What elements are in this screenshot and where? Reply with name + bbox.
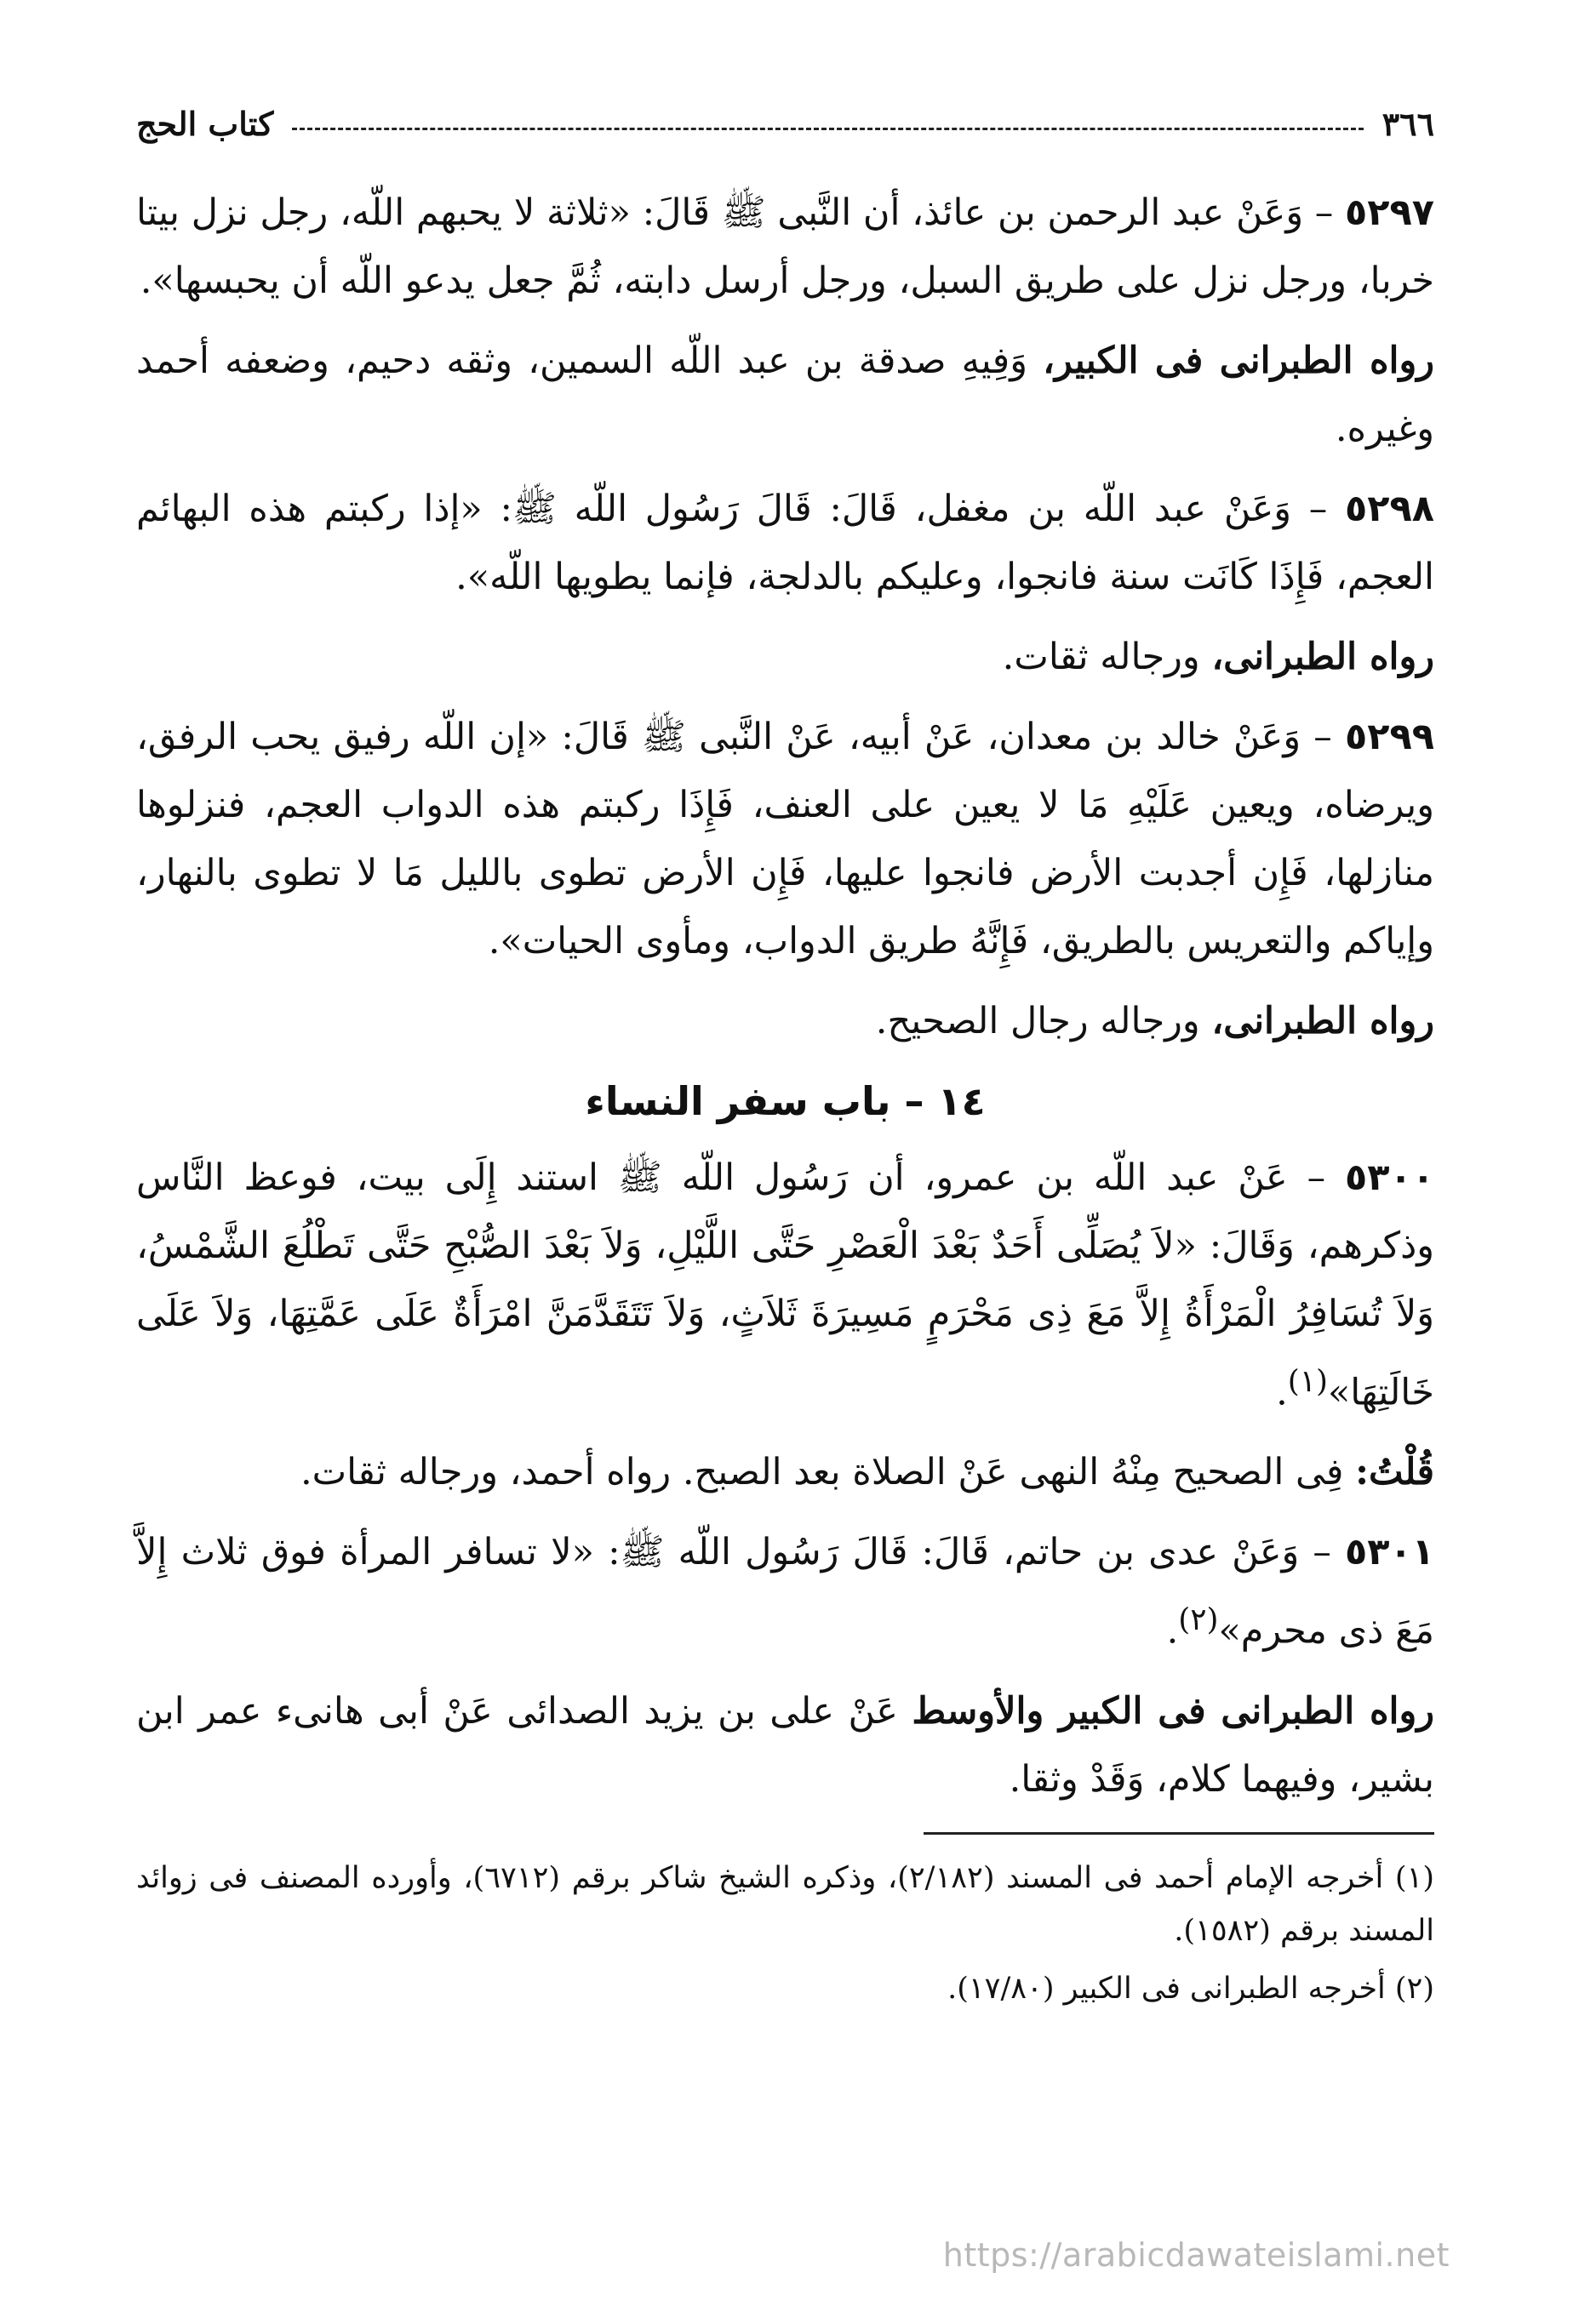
narration-label: رواه الطبرانى، — [1211, 636, 1434, 678]
footnote-ref: (١) — [1287, 1364, 1328, 1399]
narration-text: وَفِيهِ صدقة بن عبد اللّه السمين، وثقه دحيم، وضعفه أحمد وغيره. — [136, 340, 1434, 450]
hadith-number: ٥٣٠٠ — [1345, 1156, 1434, 1199]
hadith-number: ٥٢٩٧ — [1345, 191, 1434, 234]
footnote-1: (١) أخرجه الإمام أحمد فى المسند (٢/١٨٢)، وذكره الشيخ شاكر برقم (٦٧١٢)، وأورده المصنف فى زوائد المسند برقم (١٥٨٢). — [136, 1860, 1434, 1948]
narration-label: رواه الطبرانى فى الكبير، — [1043, 340, 1434, 382]
narration-label: رواه الطبرانى فى الكبير والأوسط — [912, 1689, 1434, 1733]
narration-text: ورجاله ثقات. — [1002, 636, 1200, 678]
narration-note — [136, 623, 1434, 691]
hadith-number: ٥٢٩٩ — [1345, 716, 1434, 758]
header-dashed-rule — [292, 128, 1363, 130]
footnote-2: (٢) أخرجه الطبرانى فى الكبير (١٧/٨٠). — [947, 1971, 1434, 2006]
narration-text: ورجاله رجال الصحيح. — [875, 1000, 1200, 1042]
narration-note — [136, 1677, 1434, 1813]
hadith-number: ٥٢٩٨ — [1345, 488, 1434, 530]
narration-label: رواه الطبرانى، — [1211, 1000, 1434, 1042]
hadith-entry-5299 — [136, 703, 1434, 975]
hadith-text: – وَعَنْ عدى بن حاتم، قَالَ: قَالَ رَسُول اللّه ﷺ: «لا تسافر المرأة فوق ثلاث إِلاَّ مَعَ ذى محرم» — [136, 1531, 1434, 1653]
hadith-text: – عَنْ عبد اللّه بن عمرو، أن رَسُول اللّه ﷺ استند إِلَى بيت، فوعظ النَّاس وذكرهم، وَقَالَ: «لاَ يُصَلِّى أَحَدٌ بَعْدَ الْعَصْرِ حَتَّى اللَّيْلِ، وَلاَ بَعْدَ الصُّبْحِ حَتَّى تَطْلُعَ الشَّمْسُ، وَلاَ تُسَافِرُ الْمَرْأَةُ إِلاَّ مَعَ ذِى مَحْرَمٍ مَسِيرَةَ ثَلاَثٍ، وَلاَ تَتَقَدَّمَنَّ امْرَأَةٌ عَلَى عَمَّتِهَا، وَلاَ عَلَى خَالَتِهَا» — [136, 1156, 1434, 1414]
qult-label: قُلْتُ: — [1355, 1451, 1434, 1494]
page-number: ٣٦٦ — [1381, 104, 1434, 143]
book-title: كتاب الحج — [136, 104, 274, 143]
end-mark: . — [1276, 1371, 1288, 1414]
hadith-entry-5300 — [136, 1144, 1434, 1426]
hadith-text: – وَعَنْ خالد بن معدان، عَنْ أبيه، عَنْ النَّبى ﷺ قَالَ: «إن اللّه رفيق يحب الرفق، ويرضاه، ويعين عَلَيْهِ مَا لا يعين على العنف، فَإِذَا ركبتم هذه الدواب العجم، فنزلوها منازلها، فَإِن أجدبت الأرض فانجوا عليها، فَإِن الأرض تطوى بالليل مَا لا تطوى بالنهار، وإياكم والتعريس بالطريق، فَإِنَّهُ طريق الدواب، ومأوى الحيات». — [136, 716, 1434, 962]
qult-text: فِى الصحيح مِنْهُ النهى عَنْ الصلاة بعد الصبح. رواه أحمد، ورجاله ثقات. — [300, 1451, 1344, 1494]
footnote-separator — [924, 1832, 1434, 1835]
watermark-url: https://arabicdawateislami.net — [942, 2236, 1450, 2274]
hadith-entry-5297 — [136, 179, 1434, 315]
narration-note — [136, 327, 1434, 463]
hadith-number: ٥٣٠١ — [1345, 1531, 1434, 1574]
end-mark: . — [1166, 1609, 1179, 1653]
hadith-text: – وَعَنْ عبد الرحمن بن عائذ، أن النَّبى ﷺ قَالَ: «ثلاثة لا يحبهم اللّه، رجل نزل بيتا خربا، ورجل نزل على طريق السبل، ورجل أرسل دابته، ثُمَّ جعل يدعو اللّه أن يحبسها». — [136, 191, 1434, 302]
narration-text: عَنْ على بن يزيد الصدائى عَنْ أبى هانىء عمر ابن بشير، وفيهما كلام، وَقَدْ وثقا. — [136, 1689, 1434, 1801]
book-page — [136, 102, 1434, 2281]
narration-note — [136, 987, 1434, 1055]
footnote-ref: (٢) — [1178, 1602, 1219, 1638]
hadith-text: – وَعَنْ عبد اللّه بن مغفل، قَالَ: قَالَ رَسُول اللّه ﷺ: «إذا ركبتم هذه البهائم العجم، فَإِذَا كَانَت سنة فانجوا، وعليكم بالدلجة، فإنما يطويها اللّه». — [136, 488, 1434, 598]
hadith-entry-5301 — [136, 1518, 1434, 1664]
chapter-heading: ١٤ – باب سفر النساء — [585, 1078, 986, 1124]
page-header — [136, 102, 1434, 145]
qult-note — [136, 1438, 1434, 1506]
hadith-entry-5298 — [136, 475, 1434, 611]
